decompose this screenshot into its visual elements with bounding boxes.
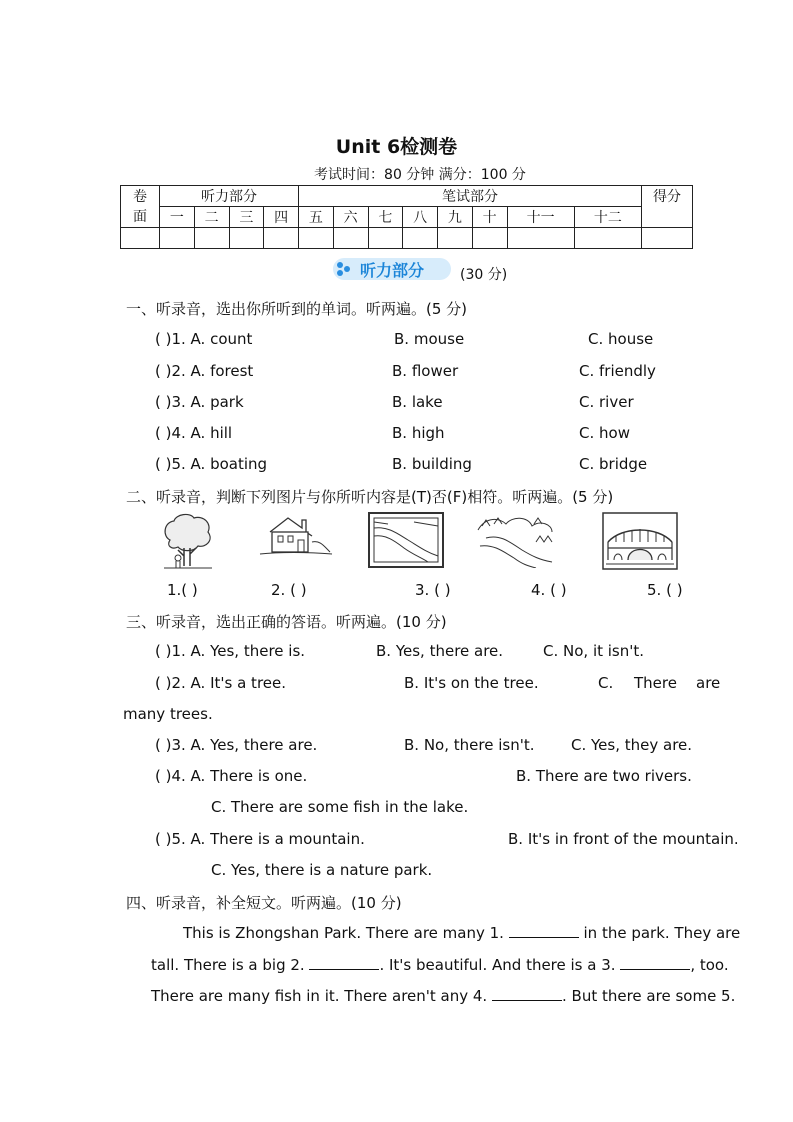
q1-item-c: C. how: [579, 424, 630, 442]
passage-text: , too.: [690, 956, 729, 974]
passage-line: [151, 955, 729, 974]
q1-item-c: C. river: [579, 393, 634, 411]
num-cell: 七: [368, 207, 403, 228]
exam-info: 考试时间：80 分钟 满分：100 分: [314, 167, 526, 183]
num-cell: 二: [194, 207, 229, 228]
passage-text: in the park. They are: [583, 924, 741, 942]
blank-cell[interactable]: [642, 228, 693, 249]
blank-3[interactable]: [620, 955, 690, 970]
corner-cell: [121, 186, 160, 228]
corner-top: 卷: [133, 188, 147, 205]
blank-cell[interactable]: [121, 228, 160, 249]
q3-item-b: B. There are two rivers.: [516, 767, 692, 785]
blank-cell[interactable]: [507, 228, 574, 249]
blank-1[interactable]: [509, 923, 579, 938]
passage-line: [183, 923, 740, 942]
blank-2[interactable]: [309, 955, 379, 970]
picture-answer[interactable]: 1.( ): [167, 581, 198, 599]
passage-line: [151, 986, 735, 1005]
q3-item-c: C. No, it isn't.: [543, 642, 645, 660]
blank-cell[interactable]: [229, 228, 264, 249]
q3-item-a[interactable]: ( )1. A. Yes, there is.: [155, 642, 306, 660]
passage-text: tall. There is a big 2.: [151, 956, 305, 974]
q1-item-b: B. building: [392, 455, 472, 473]
q1-item-c: C. friendly: [579, 362, 656, 380]
blank-cell[interactable]: [574, 228, 641, 249]
q3-item-c-word: are: [696, 674, 721, 692]
q3-item-c: C. Yes, there is a nature park.: [211, 861, 433, 879]
tree-picture: [160, 512, 216, 570]
num-cell: 五: [299, 207, 334, 228]
q3-item-a[interactable]: ( )4. A. There is one.: [155, 767, 308, 785]
q1-heading: 一、听录音，选出你所听到的单词。听两遍。(5 分): [126, 300, 468, 318]
q1-item-a[interactable]: ( )4. A. hill: [155, 424, 233, 442]
q1-item-b: B. flower: [392, 362, 459, 380]
num-cell: 九: [438, 207, 473, 228]
num-cell: 十一: [507, 207, 574, 228]
river-painting-picture: [368, 512, 444, 568]
listening-header: 听力部分: [160, 186, 299, 207]
blank-4[interactable]: [492, 986, 562, 1001]
blank-cell[interactable]: [264, 228, 299, 249]
house-picture: [258, 512, 334, 558]
picture-answer[interactable]: 5. ( ): [647, 581, 683, 599]
num-cell: 六: [333, 207, 368, 228]
q1-item-c: C. house: [588, 330, 654, 348]
river-landscape-picture: [476, 512, 554, 568]
page-title: Unit 6检测卷: [335, 136, 458, 158]
num-cell: 十: [472, 207, 507, 228]
passage-text: This is Zhongshan Park. There are many 1.: [183, 924, 504, 942]
dots-icon: [337, 262, 353, 278]
blank-cell[interactable]: [472, 228, 507, 249]
blank-cell[interactable]: [403, 228, 438, 249]
section-points: (30 分): [460, 267, 508, 283]
q3-item-c: C. There are some fish in the lake.: [211, 798, 469, 816]
bridge-picture: [602, 512, 678, 570]
q1-item-c: C. bridge: [579, 455, 648, 473]
q3-item-b: B. No, there isn't.: [404, 736, 535, 754]
score-table: [120, 185, 693, 249]
picture-answer[interactable]: 4. ( ): [531, 581, 567, 599]
q1-item-b: B. mouse: [394, 330, 465, 348]
blank-cell[interactable]: [333, 228, 368, 249]
q3-item-b: B. Yes, there are.: [376, 642, 504, 660]
blank-cell[interactable]: [194, 228, 229, 249]
score-header: 得分: [642, 186, 693, 228]
blank-cell[interactable]: [438, 228, 473, 249]
q3-item-a[interactable]: ( )2. A. It's a tree.: [155, 674, 287, 692]
picture-answer[interactable]: 2. ( ): [271, 581, 307, 599]
num-cell: 三: [229, 207, 264, 228]
num-cell: 八: [403, 207, 438, 228]
passage-text: . It's beautiful. And there is a 3.: [379, 956, 616, 974]
num-cell: 一: [160, 207, 195, 228]
passage-text: There are many fish in it. There aren't any 4.: [151, 987, 488, 1005]
blank-cell[interactable]: [368, 228, 403, 249]
corner-bottom: 面: [133, 208, 147, 225]
q3-item-c: C. Yes, they are.: [571, 736, 693, 754]
blank-cell[interactable]: [299, 228, 334, 249]
q3-item-a[interactable]: ( )5. A. There is a mountain.: [155, 830, 365, 848]
q3-item-a[interactable]: ( )3. A. Yes, there are.: [155, 736, 318, 754]
writing-header: 笔试部分: [299, 186, 642, 207]
q3-heading: 三、听录音，选出正确的答语。听两遍。(10 分): [126, 613, 447, 631]
q3-item-b: B. It's in front of the mountain.: [508, 830, 739, 848]
q1-item-a[interactable]: ( )5. A. boating: [155, 455, 268, 473]
q2-heading: 二、听录音，判断下列图片与你所听内容是(T)否(F)相符。听两遍。(5 分): [126, 488, 614, 506]
picture-answer[interactable]: 3. ( ): [415, 581, 451, 599]
q3-item-c-word: There: [634, 674, 677, 692]
passage-text: . But there are some 5.: [562, 987, 736, 1005]
q1-item-b: B. high: [392, 424, 445, 442]
section-label: 听力部分: [360, 261, 425, 280]
q1-item-a[interactable]: ( )2. A. forest: [155, 362, 254, 380]
q1-item-b: B. lake: [392, 393, 443, 411]
q3-item-c: C.: [598, 674, 614, 692]
q1-item-a[interactable]: ( )3. A. park: [155, 393, 244, 411]
blank-cell[interactable]: [160, 228, 195, 249]
q4-heading: 四、听录音，补全短文。听两遍。(10 分): [126, 894, 402, 912]
num-cell: 十二: [574, 207, 641, 228]
num-cell: 四: [264, 207, 299, 228]
q3-item-b: B. It's on the tree.: [404, 674, 539, 692]
q1-item-a[interactable]: ( )1. A. count: [155, 330, 253, 348]
q3-item-c-cont: many trees.: [123, 705, 213, 723]
